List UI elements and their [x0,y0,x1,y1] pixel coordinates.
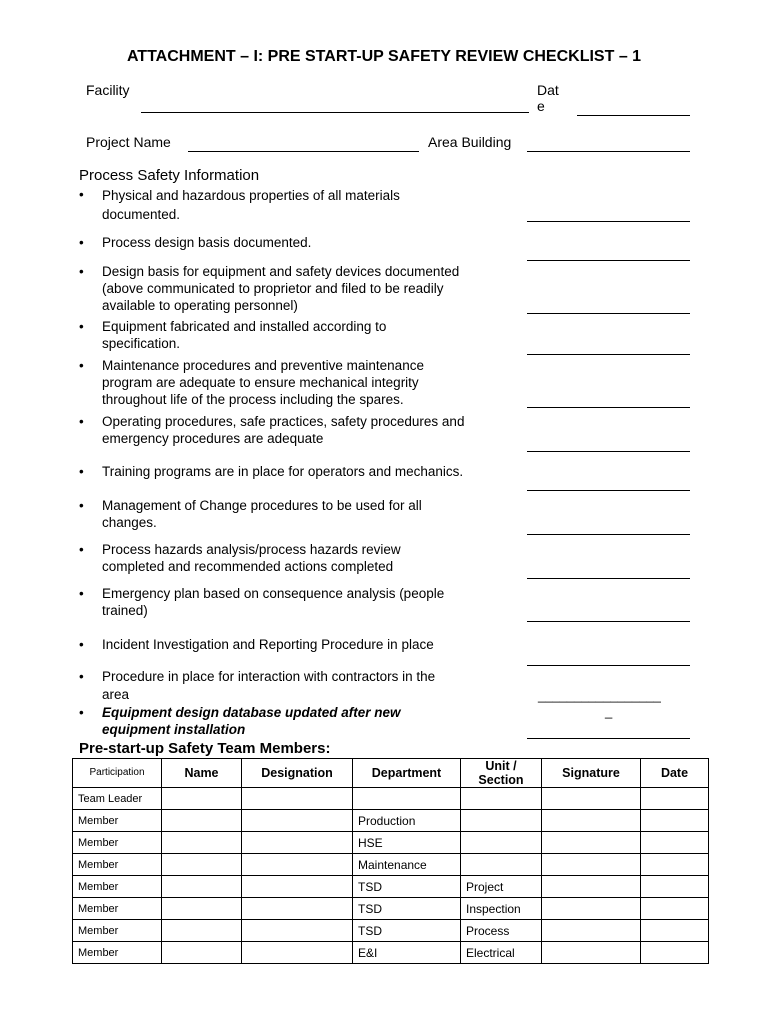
table-row [73,920,709,942]
date-cell[interactable] [641,876,709,898]
designation-cell[interactable] [242,832,353,854]
unit-section-cell [461,832,542,854]
item-line: Equipment design database updated after new [102,705,401,720]
table-row [73,854,709,876]
unit-section-cell: Electrical [461,942,542,964]
item-line: Maintenance procedures and preventive maintenance [102,358,424,373]
item-line: Equipment fabricated and installed according to [102,319,387,334]
table-row [73,832,709,854]
date-cell[interactable] [641,920,709,942]
department-cell: TSD [353,898,461,920]
signature-cell[interactable] [542,832,641,854]
unit-section-cell [461,788,542,810]
item-line: program are adequate to ensure mechanical integrity [102,375,419,390]
signature-cell[interactable] [542,920,641,942]
item-line: Physical and hazardous properties of all materials [102,188,400,203]
col-unit-line: Unit / [485,759,517,773]
date-cell[interactable] [641,788,709,810]
designation-cell[interactable] [242,942,353,964]
col-section-line: Section [478,773,524,787]
unit-section-cell [461,854,542,876]
col-department: Department [353,759,461,788]
col-participation: Participation [73,759,162,788]
item-line: area [102,687,130,702]
designation-cell[interactable] [242,876,353,898]
col-designation: Designation [242,759,353,788]
facility-label: Facility [86,82,130,98]
item-line: Management of Change procedures to be used for all [102,498,422,513]
signature-cell[interactable] [542,898,641,920]
date-cell[interactable] [641,810,709,832]
item-line: Operating procedures, safe practices, safety procedures and [102,414,465,429]
bullet-icon: • [79,264,84,279]
bullet-icon: • [79,358,84,373]
area-building-field[interactable] [527,151,690,152]
date-label-wrap: e [537,98,545,114]
bullet-icon: • [79,586,84,601]
item-line: completed and recommended actions completed [102,559,394,574]
name-cell[interactable] [162,810,242,832]
table-header-row [73,759,709,788]
participation-cell: Team Leader [73,788,162,810]
participation-cell: Member [73,942,162,964]
bullet-icon: • [79,705,84,720]
item-line: Training programs are in place for operators and mechanics. [102,464,464,479]
date-field[interactable] [577,115,690,116]
checklist-signoff-line[interactable] [527,578,690,579]
checklist-signoff-line[interactable] [527,354,690,355]
name-cell[interactable] [162,854,242,876]
table-row [73,876,709,898]
designation-cell[interactable] [242,920,353,942]
checklist-signoff-line[interactable] [527,534,690,535]
participation-cell: Member [73,854,162,876]
bullet-icon: • [79,498,84,513]
checklist-signoff-line[interactable] [527,665,690,666]
participation-cell: Member [73,898,162,920]
table-row [73,898,709,920]
table-row [73,810,709,832]
table-row [73,788,709,810]
name-cell[interactable] [162,898,242,920]
project-name-label: Project Name [86,134,171,150]
col-name: Name [162,759,242,788]
unit-section-cell [461,810,542,832]
participation-cell: Member [73,876,162,898]
participation-cell: Member [73,810,162,832]
designation-cell[interactable] [242,788,353,810]
date-cell[interactable] [641,942,709,964]
unit-section-cell: Process [461,920,542,942]
signature-cell[interactable] [542,810,641,832]
checklist-signoff-line[interactable] [527,407,690,408]
item-line: changes. [102,515,157,530]
col-date: Date [641,759,709,788]
area-building-label: Area Building [428,134,512,150]
checklist-signoff-line[interactable] [527,313,690,314]
bullet-icon: • [79,637,84,652]
item-line: equipment installation [102,722,246,737]
item-line: Process design basis documented. [102,235,312,250]
date-cell[interactable] [641,898,709,920]
col-unit-section [461,759,542,788]
facility-field[interactable] [141,112,529,113]
participation-cell: Member [73,832,162,854]
underscore-signoff-wrap: _ [605,704,613,719]
signature-cell[interactable] [542,854,641,876]
item-line: Process hazards analysis/process hazards review [102,542,401,557]
item-line: emergency procedures are adequate [102,431,324,446]
designation-cell[interactable] [242,810,353,832]
date-label: Dat [537,82,559,98]
item-line: Emergency plan based on consequence analysis (people [102,586,445,601]
item-line: documented. [102,207,181,222]
bullet-icon: • [79,187,84,202]
item-line: Design basis for equipment and safety devices documented [102,264,460,279]
checklist-signoff-line[interactable] [527,221,690,222]
participation-cell: Member [73,920,162,942]
item-line: throughout life of the process including the spares. [102,392,404,407]
name-cell[interactable] [162,920,242,942]
team-members-table [72,758,709,964]
item-line: Incident Investigation and Reporting Procedure in place [102,637,434,652]
date-cell[interactable] [641,854,709,876]
checklist-signoff-line[interactable] [527,738,690,739]
checklist-signoff-line[interactable] [527,260,690,261]
date-cell[interactable] [641,832,709,854]
checklist-signoff-line[interactable] [527,490,690,491]
unit-section-cell: Project [461,876,542,898]
team-members-title: Pre-start-up Safety Team Members: [79,740,331,757]
designation-cell[interactable] [242,854,353,876]
department-cell: E&I [353,942,461,964]
bullet-icon: • [79,319,84,334]
item-line: (above communicated to proprietor and filed to be readily [102,281,444,296]
project-name-field[interactable] [188,151,419,152]
name-cell[interactable] [162,788,242,810]
name-cell[interactable] [162,942,242,964]
underscore-signoff[interactable]: _________________ [538,688,661,703]
bullet-icon: • [79,669,84,684]
name-cell[interactable] [162,876,242,898]
item-line: trained) [102,603,148,618]
department-cell: Production [353,810,461,832]
item-line: available to operating personnel) [102,298,298,313]
department-cell: Maintenance [353,854,461,876]
checklist-signoff-line[interactable] [527,621,690,622]
section-title: Process Safety Information [79,167,260,184]
item-line: specification. [102,336,181,351]
department-cell: TSD [353,920,461,942]
bullet-icon: • [79,235,84,250]
signature-cell[interactable] [542,942,641,964]
item-line: Procedure in place for interaction with contractors in the [102,669,436,684]
department-cell [353,788,461,810]
signature-cell[interactable] [542,876,641,898]
bullet-icon: • [79,414,84,429]
document-title: ATTACHMENT – I: PRE START-UP SAFETY REVIEW CHECKLIST – 1 [126,48,642,65]
designation-cell[interactable] [242,898,353,920]
bullet-icon: • [79,542,84,557]
unit-section-cell: Inspection [461,898,542,920]
signature-cell[interactable] [542,788,641,810]
table-row [73,942,709,964]
department-cell: HSE [353,832,461,854]
department-cell: TSD [353,876,461,898]
name-cell[interactable] [162,832,242,854]
bullet-icon: • [79,464,84,479]
col-signature: Signature [542,759,641,788]
checklist-signoff-line[interactable] [527,451,690,452]
